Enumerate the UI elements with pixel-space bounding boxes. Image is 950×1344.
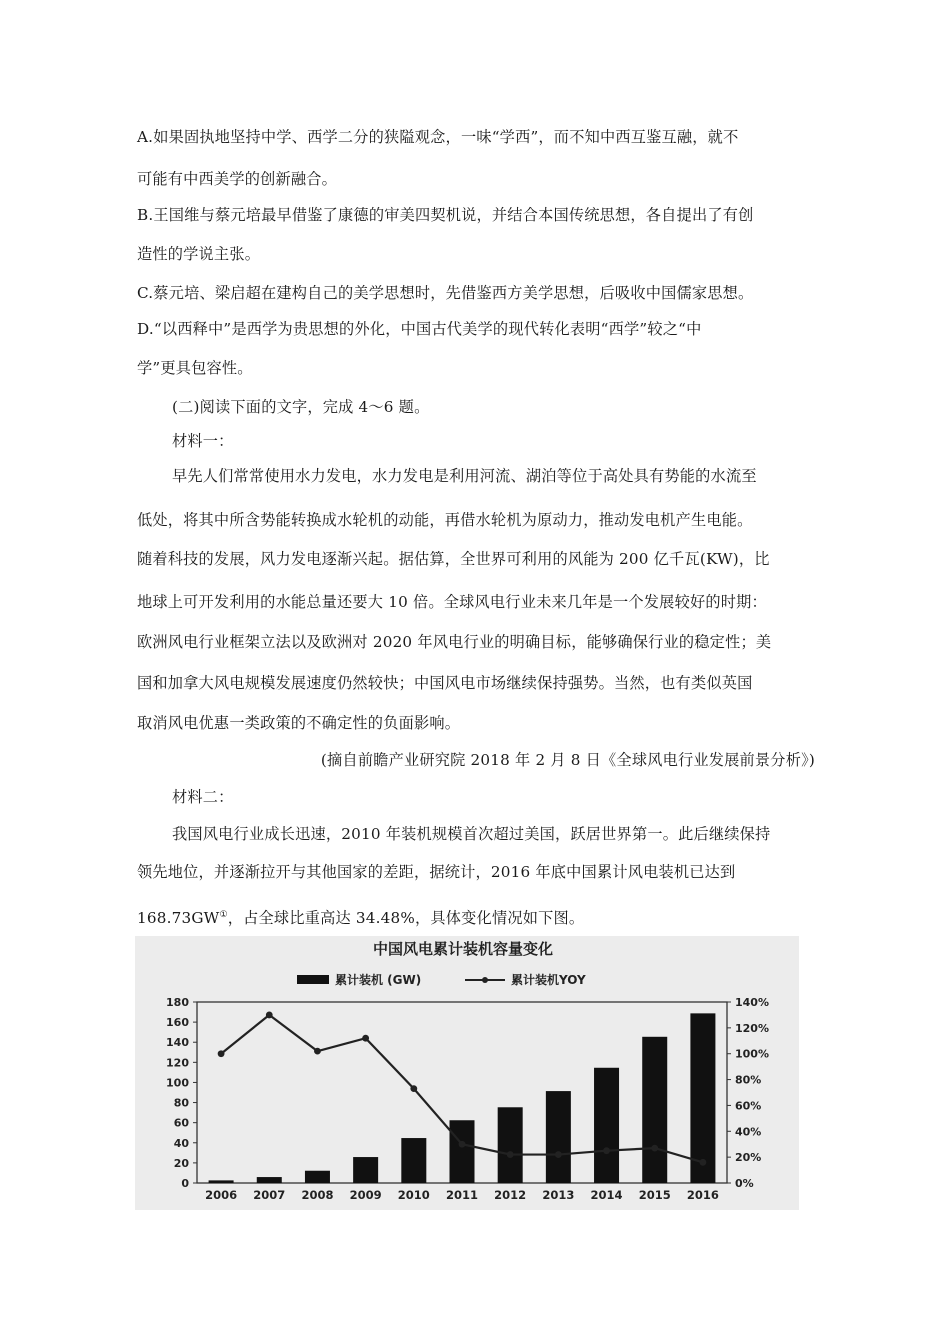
bar xyxy=(594,1068,619,1183)
x-axis-tick-label: 2015 xyxy=(638,1188,671,1202)
option-d-line-2: 学”更具包容性。 xyxy=(137,359,253,377)
yoy-point xyxy=(651,1145,658,1152)
legend-line-label: 累计装机YOY xyxy=(511,973,586,987)
chart-title: 中国风电累计装机容量变化 xyxy=(372,940,554,958)
bar xyxy=(257,1177,282,1183)
material-1-source: (摘自前瞻产业研究院 2018 年 2 月 8 日《全球风电行业发展前景分析》) xyxy=(320,751,815,769)
right-axis-tick-label: 0% xyxy=(735,1177,754,1190)
yoy-point xyxy=(314,1048,321,1055)
left-axis-tick-label: 140 xyxy=(166,1036,189,1050)
option-a-line-2: 可能有中西美学的创新融合。 xyxy=(137,170,338,188)
material-2-line-2: 领先地位，并逐渐拉开与其他国家的差距，据统计，2016 年底中国累计风电装机已达到 xyxy=(137,863,736,881)
yoy-point xyxy=(555,1151,562,1158)
wind-capacity-chart xyxy=(135,936,799,1210)
left-axis-tick-label: 120 xyxy=(166,1056,189,1070)
x-axis-tick-label: 2011 xyxy=(445,1188,479,1202)
right-axis-tick-label: 80% xyxy=(735,1073,762,1087)
right-axis-tick-label: 120% xyxy=(735,1021,769,1035)
material-1-line: 地球上可开发利用的水能总量还要大 10 倍。全球风电行业未来几年是一个发展较好的时期： xyxy=(137,593,767,611)
yoy-point xyxy=(218,1050,225,1057)
material-2-label: 材料二： xyxy=(172,788,234,806)
left-axis-tick-label: 20 xyxy=(173,1156,189,1170)
legend-bar-label: 累计装机 (GW) xyxy=(335,973,422,987)
right-axis-tick-label: 100% xyxy=(735,1047,769,1061)
x-axis-tick-label: 2008 xyxy=(301,1188,334,1202)
x-axis-tick-label: 2006 xyxy=(205,1188,238,1202)
bar xyxy=(305,1171,330,1183)
left-axis-tick-label: 160 xyxy=(166,1016,189,1030)
yoy-point xyxy=(507,1151,514,1158)
legend-bar-swatch xyxy=(297,975,329,984)
left-axis-tick-label: 60 xyxy=(173,1116,189,1130)
option-d-line-1: D.“以西释中”是西学为贵思想的外化，中国古代美学的现代转化表明“西学”较之“中 xyxy=(137,320,702,338)
x-axis-tick-label: 2010 xyxy=(397,1188,430,1202)
material-2-line-3-rest: ，占全球比重高达 34.48%，具体变化情况如下图。 xyxy=(227,909,585,928)
material-1-label: 材料一： xyxy=(172,432,234,450)
material-1-line: 随着科技的发展，风力发电逐渐兴起。据估算，全世界可利用的风能为 200 亿千瓦(KW)，比 xyxy=(137,550,770,568)
material-1-line: 早先人们常常使用水力发电，水力发电是利用河流、湖泊等位于高处具有势能的水流至 xyxy=(172,467,757,485)
right-axis-tick-label: 140% xyxy=(735,996,769,1009)
material-2-line-3 xyxy=(137,905,584,928)
chart-svg xyxy=(135,936,799,1210)
yoy-point xyxy=(410,1085,417,1092)
left-axis-tick-label: 180 xyxy=(166,996,189,1009)
material-2-line-1: 我国风电行业成长迅速，2010 年装机规模首次超过美国，跃居世界第一。此后继续保持 xyxy=(172,825,771,843)
x-axis-tick-label: 2013 xyxy=(542,1188,575,1202)
option-b-line-2: 造性的学说主张。 xyxy=(137,245,261,263)
bar xyxy=(546,1091,571,1183)
x-axis-tick-label: 2007 xyxy=(253,1188,286,1202)
right-axis-tick-label: 40% xyxy=(735,1125,762,1139)
material-1-line: 国和加拿大风电规模发展速度仍然较快；中国风电市场继续保持强势。当然，也有类似英国 xyxy=(137,674,753,692)
section-heading: (二)阅读下面的文字，完成 4～6 题。 xyxy=(172,398,430,416)
bar xyxy=(642,1037,667,1183)
x-axis-tick-label: 2016 xyxy=(686,1188,719,1202)
yoy-point xyxy=(700,1159,707,1166)
yoy-point xyxy=(603,1147,610,1154)
material-1-line: 欧洲风电行业框架立法以及欧洲对 2020 年风电行业的明确目标，能够确保行业的稳定性；美 xyxy=(137,633,772,651)
bar xyxy=(209,1180,234,1183)
yoy-point xyxy=(266,1012,273,1019)
yoy-point xyxy=(459,1141,466,1148)
bar xyxy=(401,1138,426,1183)
bar xyxy=(690,1013,715,1183)
left-axis-tick-label: 0 xyxy=(181,1177,189,1190)
x-axis-tick-label: 2009 xyxy=(349,1188,382,1202)
option-c-line-1: C.蔡元培、梁启超在建构自己的美学思想时，先借鉴西方美学思想，后吸收中国儒家思想。 xyxy=(137,284,754,302)
left-axis-tick-label: 80 xyxy=(173,1096,189,1110)
material-1-line: 取消风电优惠一类政策的不确定性的负面影响。 xyxy=(137,714,461,732)
right-axis-tick-label: 20% xyxy=(735,1151,762,1165)
bar xyxy=(450,1120,475,1183)
installed-capacity-value: 168.73GW xyxy=(137,909,220,928)
bar xyxy=(498,1107,523,1183)
right-axis-tick-label: 60% xyxy=(735,1099,762,1113)
material-1-line: 低处，将其中所含势能转换成水轮机的动能，再借水轮机为原动力，推动发电机产生电能。 xyxy=(137,511,753,529)
x-axis-tick-label: 2012 xyxy=(494,1188,527,1202)
left-axis-tick-label: 100 xyxy=(166,1076,189,1090)
x-axis-tick-label: 2014 xyxy=(590,1188,623,1202)
option-a-line-1: A.如果固执地坚持中学、西学二分的狭隘观念，一味“学西”，而不知中西互鉴互融，就不 xyxy=(137,128,739,146)
yoy-point xyxy=(362,1035,369,1042)
left-axis-tick-label: 40 xyxy=(173,1136,189,1150)
option-b-line-1: B.王国维与蔡元培最早借鉴了康德的审美四契机说，并结合本国传统思想，各自提出了有创 xyxy=(137,206,754,224)
bar xyxy=(353,1157,378,1183)
legend-line-marker xyxy=(482,977,488,983)
footnote-marker: ① xyxy=(219,910,228,920)
